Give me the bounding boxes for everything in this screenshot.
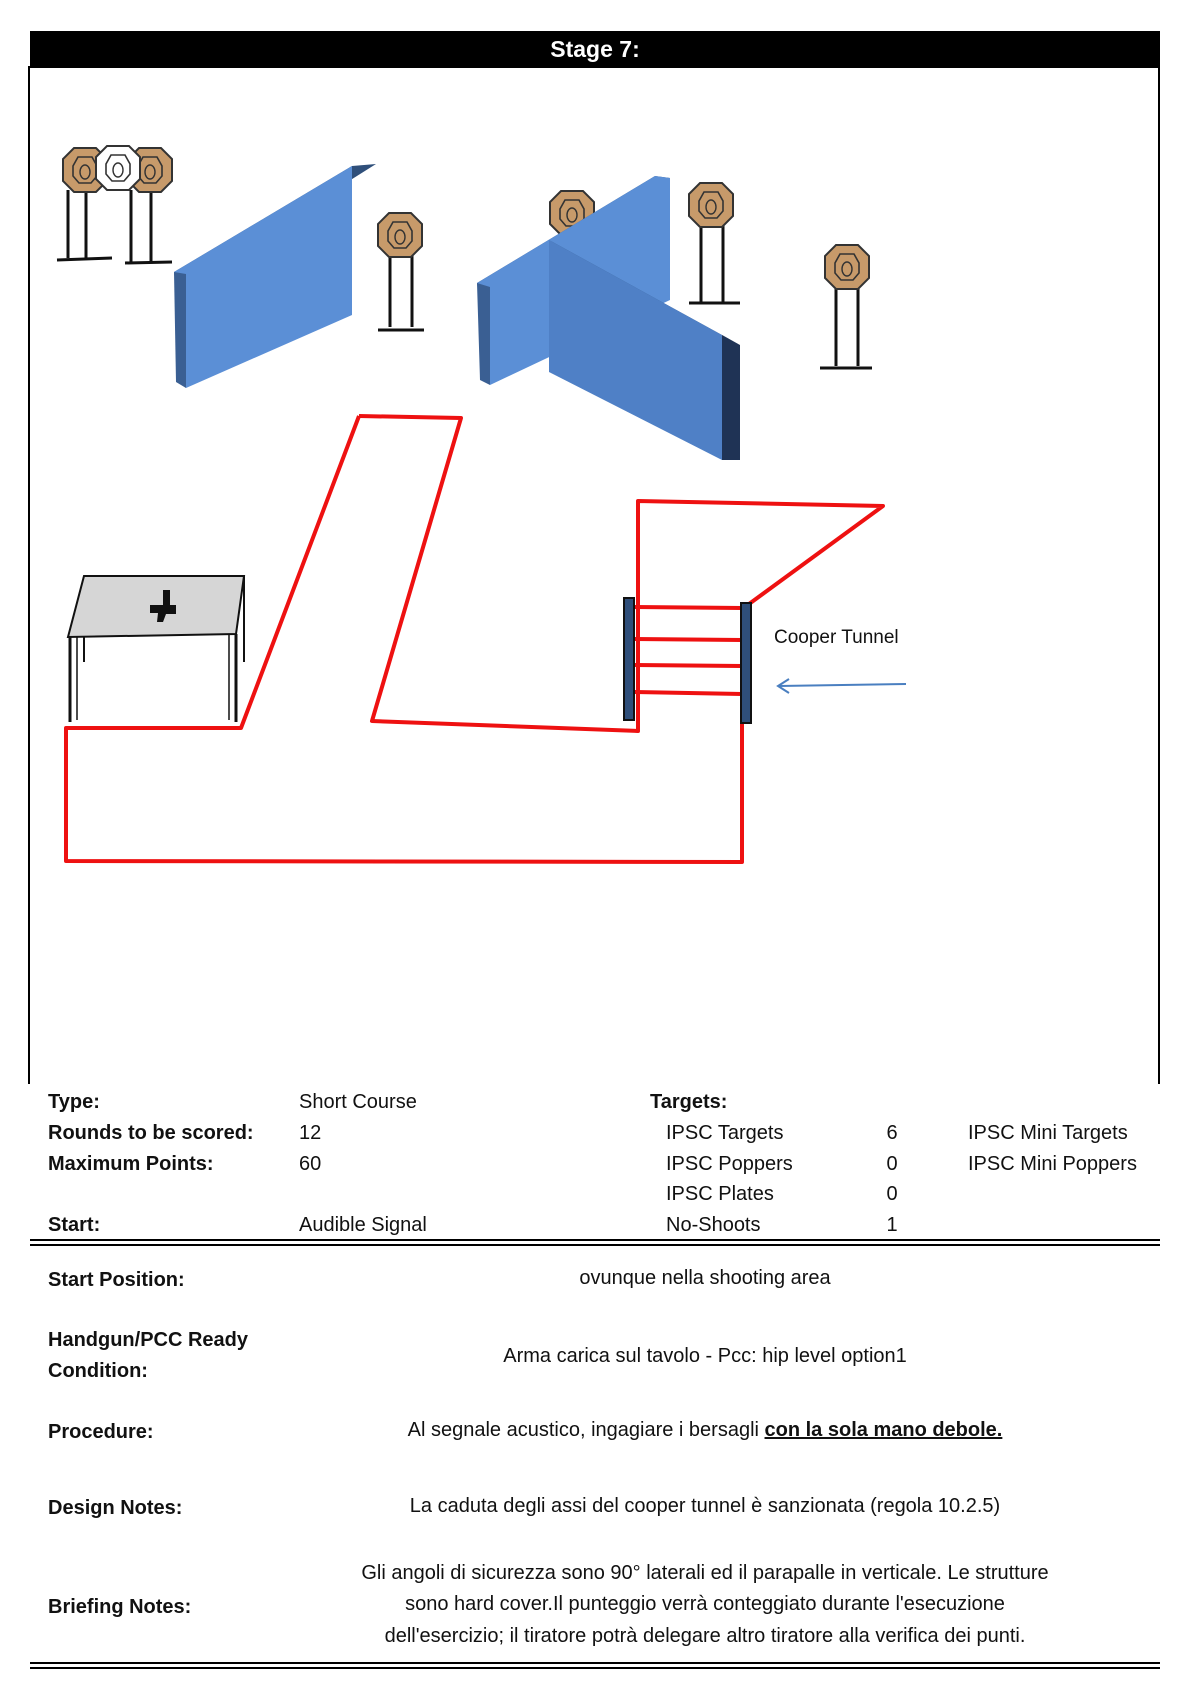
fault-line-shooting-area (359, 416, 883, 731)
procedure-emphasis: con la sola mano debole. (764, 1419, 1003, 1441)
ready-condition-label: Handgun/PCC Ready (48, 1329, 249, 1351)
start-label: Start: (48, 1214, 101, 1236)
briefing-notes-line: sono hard cover.Il punteggio verrà conteggiato durante l'esecuzione (405, 1593, 1005, 1615)
design-notes-label: Design Notes: (48, 1497, 183, 1519)
target-type-name: IPSC Poppers (666, 1153, 793, 1175)
ipsc-target-icon (378, 213, 422, 257)
stage-title: Stage 7: (30, 31, 1160, 67)
ipsc-target-icon (689, 183, 733, 227)
target-type-count: 6 (886, 1122, 898, 1144)
design-notes-value: La caduta degli assi del cooper tunnel è sanzionata (regola 10.2.5) (409, 1495, 1001, 1517)
type-label: Type: (48, 1091, 100, 1113)
targets-label: Targets: (650, 1091, 728, 1113)
wall-left (174, 164, 376, 388)
target-type-name: No-Shoots (666, 1214, 761, 1236)
target-type-count: 1 (886, 1214, 898, 1236)
divider (30, 1667, 1160, 1669)
max-points-value: 60 (299, 1153, 322, 1175)
rounds-label: Rounds to be scored: (48, 1122, 254, 1144)
briefing-notes-line: dell'esercizio; il tiratore potrà delegare altro tiratore alla verifica dei punti. (384, 1625, 1026, 1647)
procedure-text: Al segnale acustico, ingagiare i bersagli (407, 1419, 765, 1441)
briefing-notes-label: Briefing Notes: (48, 1596, 192, 1618)
cooper-tunnel-posts (624, 598, 751, 723)
max-points-label: Maximum Points: (48, 1153, 214, 1175)
start-position-label: Start Position: (48, 1269, 185, 1291)
arrow-icon (778, 679, 906, 693)
target-type-count: 0 (886, 1183, 898, 1205)
procedure-label: Procedure: (48, 1421, 154, 1443)
start-value: Audible Signal (299, 1214, 427, 1236)
rounds-value: 12 (299, 1122, 322, 1144)
divider (30, 1244, 1160, 1246)
start-table (68, 576, 244, 722)
cooper-tunnel-label: Cooper Tunnel (774, 627, 899, 648)
target-type-name: IPSC Targets (666, 1122, 784, 1144)
start-position-value: ovunque nella shooting area (579, 1267, 831, 1289)
mini-target-name: IPSC Mini Targets (968, 1122, 1128, 1144)
target-type-name: IPSC Plates (666, 1183, 774, 1205)
type-value: Short Course (299, 1091, 417, 1113)
briefing-notes-line: Gli angoli di sicurezza sono 90° laterali ed il parapalle in verticale. Le strutture (361, 1562, 1049, 1584)
cooper-tunnel-boards (634, 607, 742, 694)
divider (30, 1239, 1160, 1241)
target-stands-left (57, 190, 172, 263)
divider (30, 1662, 1160, 1664)
no-shoot-target-icon (96, 146, 140, 190)
target-stand-mid (378, 255, 424, 330)
ready-condition-label: Condition: (48, 1360, 148, 1382)
ipsc-target-icon (825, 245, 869, 289)
procedure-value (300, 1419, 1110, 1442)
ready-condition-value: Arma carica sul tavolo - Pcc: hip level option1 (503, 1345, 907, 1367)
mini-target-name: IPSC Mini Poppers (968, 1153, 1137, 1175)
target-type-count: 0 (886, 1153, 898, 1175)
